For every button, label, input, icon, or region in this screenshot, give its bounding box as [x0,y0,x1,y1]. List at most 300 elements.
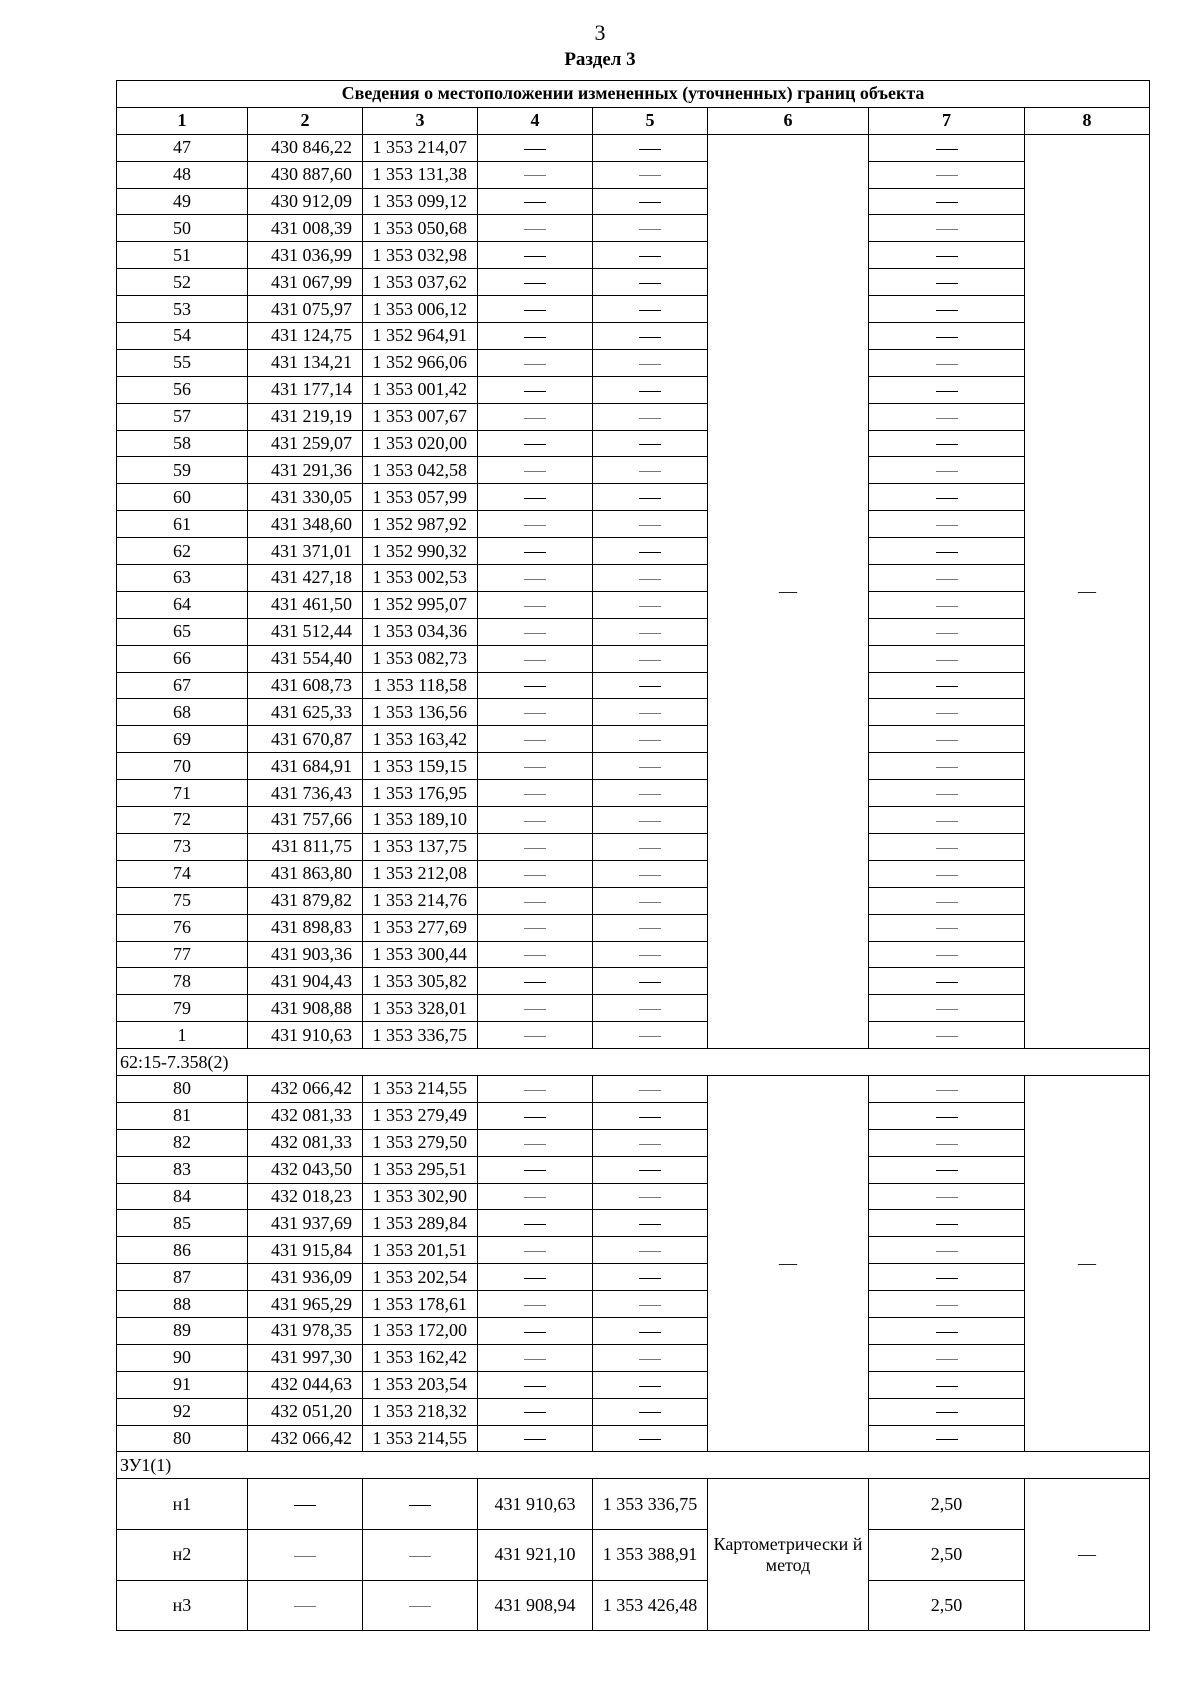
y-old-coordinate: 1 353 001,42 [363,376,478,403]
y-old-coordinate: 1 353 002,53 [363,565,478,592]
dash-mark [639,1117,661,1118]
accuracy-value [869,618,1025,645]
y-new-coordinate [593,565,708,592]
dash-mark [639,391,661,392]
column-number: 7 [869,107,1025,134]
point-number: 83 [117,1156,248,1183]
dash-mark [524,660,546,661]
x-old-coordinate: 431 978,35 [248,1317,363,1344]
dash-mark [639,229,661,230]
y-new-coordinate [593,780,708,807]
table-row [117,887,1150,914]
y-old-coordinate: 1 353 162,42 [363,1344,478,1371]
y-new-coordinate [593,1398,708,1425]
x-new-coordinate: 431 908,94 [478,1580,593,1631]
column-number: 2 [248,107,363,134]
x-new-coordinate [478,887,593,914]
x-new-coordinate [478,1264,593,1291]
y-old-coordinate [363,1479,478,1530]
table-row [117,1344,1150,1371]
dash-mark [936,1439,958,1440]
x-old-coordinate: 431 036,99 [248,242,363,269]
dash-mark [409,1505,431,1506]
dash-mark [639,310,661,311]
point-number: 81 [117,1102,248,1129]
accuracy-value [869,511,1025,538]
accuracy-value [869,672,1025,699]
dash-mark [524,1359,546,1360]
dash-mark [936,1412,958,1413]
dash-mark [639,902,661,903]
y-new-coordinate [593,618,708,645]
y-new-coordinate [593,1129,708,1156]
accuracy-value: 2,50 [869,1529,1025,1580]
dash-mark [936,875,958,876]
table-row [117,780,1150,807]
y-new-coordinate [593,1264,708,1291]
point-number: 59 [117,457,248,484]
dash-mark [639,552,661,553]
y-new-coordinate [593,1102,708,1129]
x-old-coordinate: 431 134,21 [248,349,363,376]
table-row [117,215,1150,242]
dash-mark [524,875,546,876]
y-old-coordinate: 1 353 218,32 [363,1398,478,1425]
point-number: 89 [117,1317,248,1344]
dash-mark [639,1386,661,1387]
dash-mark [639,606,661,607]
x-new-coordinate [478,618,593,645]
table-row [117,1237,1150,1264]
y-old-coordinate: 1 353 279,49 [363,1102,478,1129]
dash-mark [524,1009,546,1010]
dash-mark [639,1305,661,1306]
accuracy-value [869,887,1025,914]
y-old-coordinate [363,1529,478,1580]
x-new-coordinate [478,968,593,995]
dash-mark [639,1439,661,1440]
x-new-coordinate [478,1075,593,1102]
y-new-coordinate [593,188,708,215]
x-old-coordinate: 432 051,20 [248,1398,363,1425]
y-old-coordinate: 1 353 336,75 [363,1022,478,1049]
y-old-coordinate: 1 353 034,36 [363,618,478,645]
x-new-coordinate [478,1371,593,1398]
dash-mark [524,955,546,956]
table-row [117,403,1150,430]
dash-mark [524,1224,546,1225]
x-new-coordinate [478,699,593,726]
group-label: 62:15-7.358(2) [117,1049,1150,1076]
table-row [117,296,1150,323]
y-old-coordinate: 1 353 300,44 [363,941,478,968]
dash-mark [936,1251,958,1252]
x-new-coordinate [478,430,593,457]
y-old-coordinate: 1 353 136,56 [363,699,478,726]
dash-mark [524,713,546,714]
description-merged-cell: — [1025,1479,1150,1631]
table-row [117,699,1150,726]
y-old-coordinate: 1 353 137,75 [363,833,478,860]
x-old-coordinate: 431 067,99 [248,269,363,296]
table-row [117,1425,1150,1452]
y-new-coordinate [593,860,708,887]
dash-mark [936,202,958,203]
x-old-coordinate: 432 018,23 [248,1183,363,1210]
y-old-coordinate: 1 352 990,32 [363,538,478,565]
point-number: 78 [117,968,248,995]
dash-mark [524,794,546,795]
y-old-coordinate: 1 353 172,00 [363,1317,478,1344]
dash-mark [639,794,661,795]
y-new-coordinate: 1 353 388,91 [593,1529,708,1580]
point-number: 61 [117,511,248,538]
table-row [117,1580,1150,1631]
y-new-coordinate [593,430,708,457]
dash-mark [936,1332,958,1333]
dash-mark [639,1197,661,1198]
y-old-coordinate: 1 353 099,12 [363,188,478,215]
table-row [117,914,1150,941]
table-row [117,242,1150,269]
point-number: 67 [117,672,248,699]
dash-mark [936,256,958,257]
dash-mark [524,1412,546,1413]
y-old-coordinate: 1 353 214,07 [363,134,478,161]
accuracy-value [869,242,1025,269]
y-new-coordinate [593,323,708,350]
dash-mark [524,633,546,634]
y-old-coordinate: 1 353 305,82 [363,968,478,995]
accuracy-value [869,914,1025,941]
x-new-coordinate [478,726,593,753]
accuracy-value [869,1075,1025,1102]
column-number: 4 [478,107,593,134]
accuracy-value [869,699,1025,726]
point-number: 76 [117,914,248,941]
accuracy-value [869,1210,1025,1237]
point-number: 88 [117,1291,248,1318]
column-number: 8 [1025,107,1150,134]
accuracy-value [869,1183,1025,1210]
x-old-coordinate: 431 554,40 [248,645,363,672]
y-new-coordinate [593,296,708,323]
point-number: 66 [117,645,248,672]
x-old-coordinate: 431 937,69 [248,1210,363,1237]
y-old-coordinate: 1 353 279,50 [363,1129,478,1156]
dash-mark [524,149,546,150]
dash-mark [639,444,661,445]
y-new-coordinate [593,349,708,376]
table-row [117,1129,1150,1156]
table-row [117,269,1150,296]
dash-mark [524,848,546,849]
accuracy-value: 2,50 [869,1580,1025,1631]
accuracy-value [869,1102,1025,1129]
x-old-coordinate: 432 066,42 [248,1425,363,1452]
point-number: н3 [117,1580,248,1631]
method-merged-cell: — [708,134,869,1048]
x-new-coordinate [478,1317,593,1344]
dash-mark [294,1606,316,1607]
x-old-coordinate [248,1529,363,1580]
point-number: 77 [117,941,248,968]
x-new-coordinate [478,1156,593,1183]
accuracy-value: 2,50 [869,1479,1025,1530]
dash-mark [936,1144,958,1145]
dash-mark [639,848,661,849]
dash-mark [524,1305,546,1306]
table-row [117,457,1150,484]
dash-mark [936,418,958,419]
y-new-coordinate [593,161,708,188]
x-new-coordinate [478,511,593,538]
point-number: 82 [117,1129,248,1156]
y-old-coordinate: 1 353 042,58 [363,457,478,484]
x-old-coordinate: 431 811,75 [248,833,363,860]
accuracy-value [869,591,1025,618]
dash-mark [639,1224,661,1225]
dash-mark [639,767,661,768]
method-merged-cell: — [708,1075,869,1451]
table-row [117,1317,1150,1344]
dash-mark [936,928,958,929]
dash-mark [639,1251,661,1252]
dash-mark [936,1170,958,1171]
dash-mark [936,1009,958,1010]
x-new-coordinate [478,188,593,215]
dash-mark [524,821,546,822]
dash-mark [639,175,661,176]
dash-mark [936,982,958,983]
x-old-coordinate: 430 912,09 [248,188,363,215]
dash-mark [936,471,958,472]
dash-mark [936,821,958,822]
y-new-coordinate [593,376,708,403]
table-row [117,968,1150,995]
x-new-coordinate [478,242,593,269]
dash-mark [524,1278,546,1279]
point-number: 91 [117,1371,248,1398]
x-new-coordinate [478,1237,593,1264]
accuracy-value [869,995,1025,1022]
y-new-coordinate [593,699,708,726]
x-new-coordinate [478,1022,593,1049]
x-new-coordinate [478,1398,593,1425]
point-number: 58 [117,430,248,457]
dash-mark [524,310,546,311]
accuracy-value [869,753,1025,780]
accuracy-value [869,645,1025,672]
x-new-coordinate [478,403,593,430]
dash-mark [524,552,546,553]
dash-mark [936,149,958,150]
dash-mark [639,498,661,499]
y-new-coordinate [593,1075,708,1102]
point-number: 52 [117,269,248,296]
point-number: 62 [117,538,248,565]
y-old-coordinate: 1 353 328,01 [363,995,478,1022]
dash-mark [639,982,661,983]
x-old-coordinate: 430 846,22 [248,134,363,161]
x-old-coordinate: 431 219,19 [248,403,363,430]
y-new-coordinate [593,941,708,968]
accuracy-value [869,376,1025,403]
dash-mark [936,660,958,661]
y-new-coordinate [593,591,708,618]
point-number: 49 [117,188,248,215]
dash-mark [936,794,958,795]
table-row [117,188,1150,215]
dash-mark [936,633,958,634]
dash-mark [639,740,661,741]
dash-mark [639,1036,661,1037]
x-new-coordinate [478,1344,593,1371]
dash-mark [936,175,958,176]
dash-mark [639,418,661,419]
x-old-coordinate: 431 348,60 [248,511,363,538]
dash-mark [524,902,546,903]
point-number: 51 [117,242,248,269]
point-number: 53 [117,296,248,323]
table-row [117,833,1150,860]
y-old-coordinate: 1 353 203,54 [363,1371,478,1398]
table-row [117,484,1150,511]
point-number: 50 [117,215,248,242]
y-old-coordinate: 1 353 189,10 [363,807,478,834]
y-new-coordinate [593,1210,708,1237]
accuracy-value [869,161,1025,188]
dash-mark [936,713,958,714]
accuracy-value [869,941,1025,968]
table-row [117,860,1150,887]
point-number: 48 [117,161,248,188]
table-row [117,1183,1150,1210]
group-label-row [117,1049,1150,1076]
table-row [117,941,1150,968]
y-new-coordinate [593,753,708,780]
dash-mark [524,202,546,203]
y-new-coordinate [593,1156,708,1183]
accuracy-value [869,215,1025,242]
table-row [117,1398,1150,1425]
dash-mark [524,471,546,472]
dash-mark [639,202,661,203]
dash-mark [524,1332,546,1333]
x-old-coordinate: 431 075,97 [248,296,363,323]
y-old-coordinate: 1 353 057,99 [363,484,478,511]
column-number: 5 [593,107,708,134]
x-old-coordinate: 431 608,73 [248,672,363,699]
table-row [117,1102,1150,1129]
table-row [117,430,1150,457]
point-number: 75 [117,887,248,914]
point-number: 73 [117,833,248,860]
dash-mark [294,1556,316,1557]
dash-mark [409,1606,431,1607]
dash-mark [639,256,661,257]
x-new-coordinate [478,1183,593,1210]
x-old-coordinate: 431 879,82 [248,887,363,914]
dash-mark [524,337,546,338]
table-row [117,645,1150,672]
x-old-coordinate: 431 371,01 [248,538,363,565]
column-number: 3 [363,107,478,134]
x-old-coordinate [248,1479,363,1530]
dash-mark [524,1170,546,1171]
point-number: 68 [117,699,248,726]
x-old-coordinate: 431 903,36 [248,941,363,968]
accuracy-value [869,484,1025,511]
y-old-coordinate: 1 353 289,84 [363,1210,478,1237]
dash-mark [936,686,958,687]
table-row [117,1371,1150,1398]
dash-mark [639,713,661,714]
dash-mark [524,1439,546,1440]
point-number: 1 [117,1022,248,1049]
table-row [117,565,1150,592]
x-new-coordinate [478,215,593,242]
table-body [117,134,1150,1630]
dash-mark [936,902,958,903]
table-row [117,1264,1150,1291]
x-old-coordinate: 431 910,63 [248,1022,363,1049]
x-new-coordinate [478,484,593,511]
y-old-coordinate: 1 353 302,90 [363,1183,478,1210]
x-old-coordinate: 431 461,50 [248,591,363,618]
dash-mark [639,471,661,472]
x-old-coordinate: 431 259,07 [248,430,363,457]
table-row [117,349,1150,376]
x-old-coordinate: 431 670,87 [248,726,363,753]
accuracy-value [869,403,1025,430]
dash-mark [936,525,958,526]
x-old-coordinate: 431 936,09 [248,1264,363,1291]
group-label: ЗУ1(1) [117,1452,1150,1479]
accuracy-value [869,726,1025,753]
x-new-coordinate [478,323,593,350]
dash-mark [639,364,661,365]
dash-mark [524,928,546,929]
accuracy-value [869,349,1025,376]
dash-mark [524,606,546,607]
dash-mark [639,1332,661,1333]
dash-mark [409,1556,431,1557]
y-new-coordinate [593,726,708,753]
dash-mark [294,1505,316,1506]
dash-mark [639,1170,661,1171]
dash-mark [936,955,958,956]
table-row [117,1075,1150,1102]
x-old-coordinate: 431 997,30 [248,1344,363,1371]
column-number-row [117,107,1150,134]
x-old-coordinate: 431 908,88 [248,995,363,1022]
y-new-coordinate [593,995,708,1022]
point-number: 60 [117,484,248,511]
accuracy-value [869,296,1025,323]
y-old-coordinate: 1 353 176,95 [363,780,478,807]
dash-mark [639,149,661,150]
x-new-coordinate [478,1129,593,1156]
y-old-coordinate: 1 352 964,91 [363,323,478,350]
dash-mark [936,767,958,768]
x-old-coordinate: 431 124,75 [248,323,363,350]
accuracy-value [869,269,1025,296]
y-new-coordinate: 1 353 426,48 [593,1580,708,1631]
accuracy-value [869,1398,1025,1425]
y-new-coordinate [593,1344,708,1371]
y-old-coordinate: 1 353 037,62 [363,269,478,296]
